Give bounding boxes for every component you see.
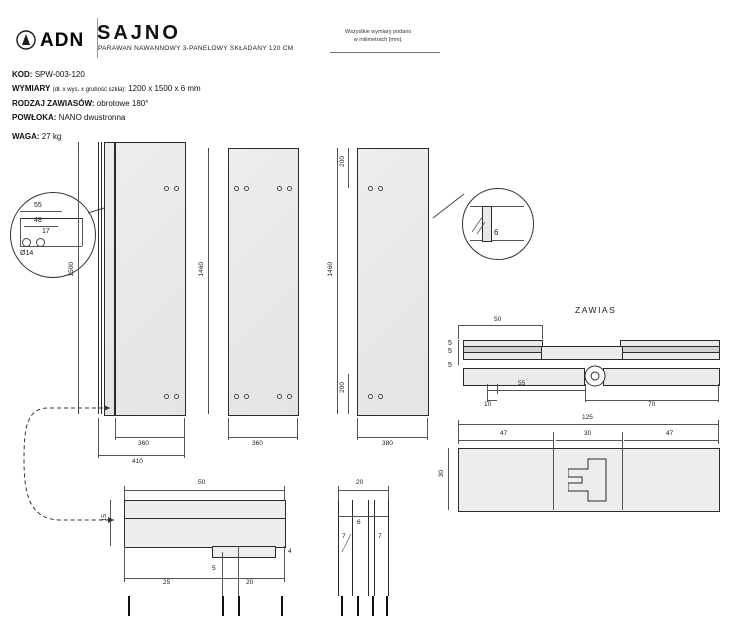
logo-text: ADN [40,30,84,51]
panel1-hole-top-2 [174,186,179,191]
panel3-width-label: 380 [382,440,393,447]
spec-weight-label: WAGA: [12,132,40,141]
hinge-lower-ext-4 [718,384,719,402]
detail-left-right-edge [82,218,83,246]
glass-sec-ground-tick-1 [341,596,343,616]
spec-code-value: SPW-003-120 [34,70,85,79]
hinge-small-len-label: 10 [484,401,492,408]
section-ext-3 [622,432,623,448]
panel3-bottom-offset-label: 200 [339,382,346,393]
section-right-dim-line [624,440,718,441]
profile-ground-tick-3 [238,596,240,616]
hinge-right-len-label: 70 [648,401,656,408]
hinge-plate-left-3 [463,352,543,360]
units-note [345,28,411,44]
panel1-hinge-line-1 [98,142,99,414]
section-ext-4 [718,420,719,444]
hinge-plate-right-3 [620,352,720,360]
detail-right-thickness-label: 6 [494,228,499,237]
detail-right-top-line [470,206,524,207]
detail-hole-1 [22,238,31,247]
detail-left-top-edge [20,218,82,219]
panel3-hole-top-1 [368,186,373,191]
panel3-hole-top-2 [378,186,383,191]
section-right-label: 47 [666,430,674,437]
dim-55-label: 55 [34,202,42,209]
detail-right-leader [432,190,466,225]
profile-width-dim-line [124,490,284,491]
logo-mark-icon [14,27,84,53]
section-mid-dim-line [556,440,622,441]
panel2-width-label: 360 [252,440,263,447]
spec-hinge-value: obrotowe 180° [96,99,149,108]
section-leader-curve [18,400,128,540]
panel2-ext-left [228,418,229,440]
panel3-ext-right [427,418,428,440]
hinge-title: ZAWIAS [575,305,617,315]
hinge-h3-label: 5 [448,362,452,369]
section-height-label: 30 [438,470,445,478]
panel1-overall-width-label: 410 [132,458,143,465]
panel1-ext-right [184,418,185,458]
dim-55-line [20,211,62,212]
panel3-top-offset-label: 200 [339,156,346,167]
panel1-hole-top-1 [164,186,169,191]
panel3-top-offset-line [348,148,349,188]
note-underline [330,52,440,53]
panel2-hole-tr-1 [277,186,282,191]
hinge-h1-label: 5 [448,340,452,347]
glass-sec-ground-tick-2 [357,596,359,616]
panel1-width-label: 360 [138,440,149,447]
profile-top-bar [124,500,286,520]
panel2-ext-right [297,418,298,440]
spec-dims-label: WYMIARY [12,84,51,93]
detail-left-left-edge [20,218,21,246]
spec-hinge [12,97,201,111]
hinge-pivot-icon [583,364,607,393]
hinge-lower-ext-2 [497,384,498,394]
glass-sec-right-label: 7 [378,533,382,540]
glass-sec-ground-tick-3 [372,596,374,616]
profile-ground-tick-2 [222,596,224,616]
profile-base-ext-left [124,546,125,582]
spec-coating-label: POWŁOKA: [12,113,57,122]
panel3-height-dim-line [337,148,338,414]
hinge-center-body [541,346,623,360]
glass-sec-width-dim-line [338,490,388,491]
profile-dim25-label: 25 [163,579,171,586]
spec-coating-value: NANO dwustronna [58,113,126,122]
profile-ext-right [284,486,285,500]
profile-foot-ext-1 [222,552,223,596]
section-interlock-shape [568,455,612,510]
panel2-height-dim-line [208,148,209,414]
spec-list [12,68,201,144]
profile-height-label: 15 [101,514,108,522]
brand-logo [14,27,84,53]
profile-width-label: 50 [198,479,206,486]
section-total-dim-line [458,424,718,425]
page-title: SAJNO [97,22,181,44]
units-note-line2: w milimetrach [mm]. [353,37,403,43]
profile-ground-tick-4 [281,596,283,616]
section-div-2 [622,448,623,510]
panel1-hole-bottom-2 [174,394,179,399]
panel3-hole-bottom-1 [368,394,373,399]
panel2-hole-br-1 [277,394,282,399]
hinge-top-ext-left [458,325,459,339]
panel1-glass [115,142,186,416]
hinge-h2-label: 5 [448,348,452,355]
profile-ground-tick-1 [128,596,130,616]
spec-weight-value: 27 kg [41,132,62,141]
panel1-height-label: 1500 [68,262,75,277]
glass-sec-line-4 [374,500,375,596]
page-subtitle: PARAWAN NAWANNOWY 3-PANELOWY SKŁADANY 120 CM [98,45,294,52]
spec-hinge-label: RODZAJ ZAWIASÓW: [12,99,95,108]
dim-dia-label: Ø14 [20,250,34,257]
detail-right-hatch [470,212,486,241]
glass-sec-ext-left [338,486,339,500]
panel2-hole-bl-2 [244,394,249,399]
panel2-hole-br-2 [287,394,292,399]
hinge-mid-dim-line [487,390,585,391]
hinge-lower-right-body [603,368,720,386]
hinge-top-ext-right [542,325,543,339]
spec-dims-sub: (dł. x wys. x grubość szkła): [52,87,126,93]
detail-hole-2 [36,238,45,247]
section-mid-label: 30 [584,430,592,437]
section-total-label: 125 [582,414,593,421]
glass-sec-center-label: 6 [357,519,361,526]
glass-sec-line-5 [388,500,389,596]
glass-sec-ground-tick-4 [386,596,388,616]
profile-dim25-line [124,578,222,579]
panel1-hinge-line-2 [101,142,102,414]
profile-dim20-label: 20 [246,579,254,586]
hinge-top-dim-line [458,325,542,326]
hinge-top-width-label: 50 [494,316,502,323]
glass-sec-width-label: 20 [356,479,364,486]
profile-body [124,518,286,548]
glass-sec-left-label: 7 [342,533,346,540]
section-ext-1 [458,420,459,444]
profile-dim20-line [238,578,284,579]
profile-dim5-line [222,578,238,579]
spec-code-label: KOD: [12,70,33,79]
panel1-hinge-strip [104,142,115,416]
panel2-height-label: 1460 [198,262,205,277]
units-note-line1: Wszystkie wymiary podano [345,29,412,35]
panel3-width-dim-line [357,437,427,438]
panel2-hole-tl-2 [244,186,249,191]
spec-dims [12,82,201,97]
dim-48-line [24,226,58,227]
panel2-hole-tr-2 [287,186,292,191]
spec-code [12,68,201,82]
panel2-hole-bl-1 [234,394,239,399]
glass-sec-hatch [340,528,354,561]
section-div-1 [553,448,554,510]
panel2-hole-tl-1 [234,186,239,191]
dim-17-label: 17 [42,228,50,235]
panel1-hole-bottom-1 [164,394,169,399]
hinge-mid-len-label: 55 [518,380,526,387]
profile-dim5-label: 5 [212,565,216,572]
section-left-label: 47 [500,430,508,437]
panel3-ext-left [357,418,358,440]
glass-sec-line-3 [368,500,369,596]
glass-sec-ext-right [388,486,389,500]
dim-48-label: 48 [34,217,42,224]
section-ext-2 [553,432,554,448]
detail-circle-left [10,192,96,278]
detail-left-bottom-edge [20,246,82,247]
panel3-hole-bottom-2 [378,394,383,399]
panel2-width-dim-line [228,437,297,438]
glass-sec-line-1 [338,500,339,596]
spec-dims-value: 1200 x 1500 x 6 mm [128,84,201,93]
spec-coating [12,111,201,125]
profile-base-ext-right [284,546,285,582]
panel3-height-label: 1460 [327,262,334,277]
hinge-left-dim-line [458,340,459,365]
section-left-dim-line [458,440,553,441]
section-height-dim-line [448,448,449,510]
profile-foot-ext-2 [238,546,239,596]
glass-sec-top-edge [338,516,388,517]
panel1-height-dim-line [78,142,79,414]
profile-dim4-label: 4 [288,548,292,555]
panel3-bottom-offset-line [348,374,349,414]
